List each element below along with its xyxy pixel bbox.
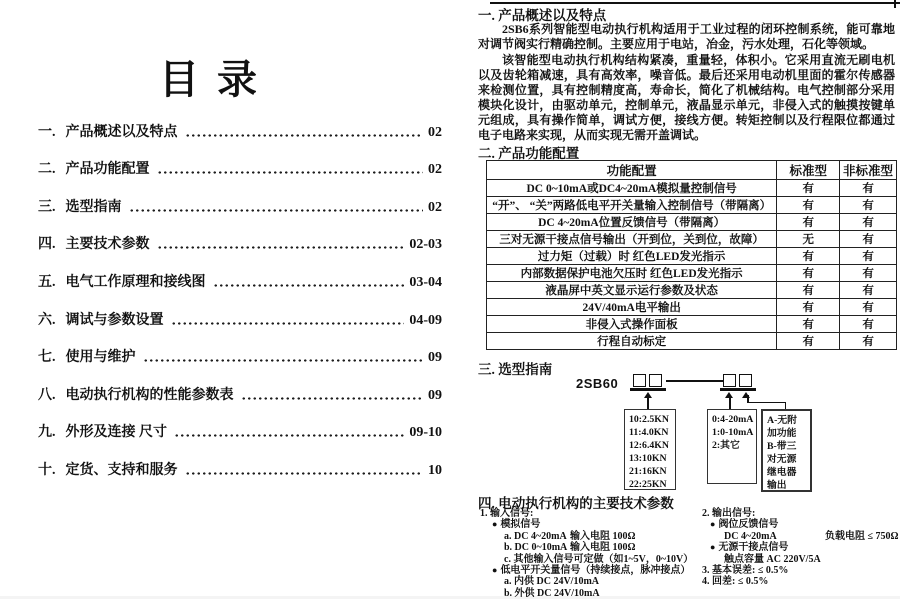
toc-page-number: 02	[428, 124, 442, 140]
toc-item-label: 产品概述以及特点	[65, 124, 178, 140]
toc-item	[38, 252, 442, 290]
toc-item	[38, 177, 442, 215]
connector-line	[729, 395, 731, 409]
table-row	[487, 231, 897, 248]
table-row	[487, 214, 897, 231]
toc-item	[38, 290, 442, 328]
section-heading-features: 二. 产品功能配置	[478, 146, 580, 161]
table-cell: 有	[777, 265, 840, 282]
section-heading-overview: 一. 产品概述以及特点	[478, 8, 607, 23]
table-cell: 有	[777, 299, 840, 316]
option-line: 21:16KN	[629, 466, 667, 477]
toc-page-number: 02-03	[409, 237, 442, 253]
table-row	[487, 248, 897, 265]
connector-line	[647, 395, 649, 409]
table-header-cell: 标准型	[777, 161, 840, 180]
table-cell: 有	[840, 282, 897, 299]
option-line: 11:4.0KN	[629, 427, 669, 438]
toc-item-number: 十.	[38, 462, 56, 478]
overview-paragraph-1: 2SB6系列智能型电动执行机构适用于工业过程的闭环控制系统，能可靠地对调节阀实行精确控制。主要应用于电站，冶金，污水处理，石化等领域。	[478, 22, 895, 51]
spec-line: DC 4~20mA 负载电阻 ≤ 750Ω	[724, 530, 899, 542]
table-cell: 液晶屏中英文显示运行参数及状态	[487, 282, 777, 299]
spec-line: c. 其他输入信号可定做（如1~5V，0~10V）	[504, 553, 694, 565]
dot-leader	[157, 245, 405, 250]
option-line: 对无源	[767, 454, 797, 465]
model-selection-diagram	[470, 372, 900, 492]
code-digit-box	[633, 374, 646, 387]
toc-item-label: 产品功能配置	[65, 162, 150, 178]
pointer-triangle-icon	[742, 392, 750, 398]
table-cell: 有	[840, 214, 897, 231]
spec-line: a. DC 4~20mA 输入电阻 100Ω	[504, 530, 636, 542]
toc-list	[38, 102, 442, 478]
table-header-cell: 功能配置	[487, 161, 777, 180]
table-cell: 有	[840, 180, 897, 197]
spec-line: b. 外供 DC 24V/10mA	[504, 587, 600, 599]
table-cell: 有	[840, 248, 897, 265]
option-line: 加功能	[767, 428, 797, 439]
option-line: 输出	[767, 480, 787, 491]
spec-line: b. DC 0~10mA 输入电阻 100Ω	[504, 542, 636, 554]
table-cell: 24V/40mA电平输出	[487, 299, 777, 316]
toc-item-number: 一.	[38, 124, 56, 140]
toc-page-number: 09	[428, 350, 442, 366]
content-page	[470, 0, 900, 599]
option-line: B-带三	[767, 441, 797, 452]
specs-left-column	[480, 508, 700, 599]
toc-item-number: 三.	[38, 199, 56, 215]
code-digit-box	[723, 374, 736, 387]
connector-line	[747, 402, 786, 404]
table-cell: 有	[777, 316, 840, 333]
toc-item-label: 电动执行机构的性能参数表	[65, 387, 234, 403]
dot-leader	[185, 471, 424, 476]
toc-page-number: 04-09	[409, 312, 442, 328]
table-cell: 有	[840, 265, 897, 282]
toc-page-number: 02	[428, 199, 442, 215]
toc-item	[38, 215, 442, 253]
toc-page-number: 10	[428, 462, 442, 478]
toc-item-label: 主要技术参数	[65, 237, 150, 253]
toc-item	[38, 328, 442, 366]
table-cell: 行程自动标定	[487, 333, 777, 350]
toc-page-number: 09	[428, 387, 442, 403]
bullet-icon: ●	[492, 519, 498, 530]
option-line: 22:25KN	[629, 479, 667, 490]
table-cell: 有	[777, 214, 840, 231]
diagram-bar	[630, 388, 666, 391]
toc-page-number: 02	[428, 162, 442, 178]
toc-item-number: 八.	[38, 387, 56, 403]
option-line: 0:4-20mA	[712, 414, 754, 425]
toc-item-number: 七.	[38, 350, 56, 366]
table-row	[487, 197, 897, 214]
toc-item-number: 四.	[38, 237, 56, 253]
table-header-row	[487, 161, 897, 180]
toc-item-label: 使用与维护	[65, 350, 136, 366]
toc-item-number: 五.	[38, 274, 56, 290]
table-row	[487, 299, 897, 316]
spec-line: 3. 基本误差: ≤ 0.5%	[702, 565, 789, 577]
selector-box-signal	[707, 409, 757, 484]
table-cell: “开”、 “关”两路低电平开关量输入控制信号（带隔离）	[487, 197, 777, 214]
bullet-icon: ●	[710, 542, 716, 553]
table-cell: 有	[777, 248, 840, 265]
table-cell: 三对无源干接点信号输出（开到位，关到位，故障）	[487, 231, 777, 248]
toc-item-label: 外形及连接 尺寸	[65, 425, 167, 441]
toc-item	[38, 140, 442, 178]
spec-line: ● 低电平开关量信号（持续接点，脉冲接点）	[492, 565, 691, 577]
toc-item-label: 调试与参数设置	[65, 312, 164, 328]
spec-line: ● 无源干接点信号	[710, 542, 789, 554]
toc-item-label: 电气工作原理和接线图	[65, 274, 206, 290]
dot-leader	[171, 321, 405, 326]
dot-leader	[143, 358, 424, 363]
option-line: 1:0-10mA	[712, 427, 754, 438]
dot-leader	[157, 170, 424, 175]
section-heading-specs: 四. 电动执行机构的主要技术参数	[478, 496, 674, 511]
table-cell: 非侵入式操作面板	[487, 316, 777, 333]
option-line: 继电器	[767, 467, 797, 478]
specs-right-column	[702, 508, 900, 588]
toc-item	[38, 102, 442, 140]
toc-page-number: 09-10	[409, 425, 442, 441]
toc-item	[38, 365, 442, 403]
spec-line: ● 模拟信号	[492, 519, 541, 531]
selector-box-thrust	[624, 409, 676, 490]
toc-item-number: 二.	[38, 162, 56, 178]
table-row	[487, 265, 897, 282]
table-cell: DC 0~10mA或DC4~20mA模拟量控制信号	[487, 180, 777, 197]
features-table	[486, 160, 897, 350]
toc-item-number: 九.	[38, 425, 56, 441]
overview-paragraph-2: 该智能型电动执行机构结构紧凑，重量轻，体积小。它采用直流无刷电机以及齿轮箱减速，具有高效率，噪音低。最后还采用电动机里面的霍尔传感器来检测位置，具有控制精度高，寿命长，简化了机械结构。电气控制部分采用模块化设计，由驱动单元，控制单元，液晶显示单元，非侵入式的触摸按键单元组成，具有操作简单，调试方便，接线方便。转矩控制以及行程限位都通过电子电路来实现，从而实现无需开盖调试。	[478, 53, 895, 142]
table-row	[487, 180, 897, 197]
option-line: 13:10KN	[629, 453, 667, 464]
table-cell: 过力矩（过载）时 红色LED发光指示	[487, 248, 777, 265]
table-cell: 有	[840, 316, 897, 333]
table-cell: 有	[840, 231, 897, 248]
dot-leader	[174, 433, 404, 438]
section-heading-selection: 三. 选型指南	[478, 362, 553, 377]
spec-line: 4. 回差: ≤ 0.5%	[702, 576, 769, 588]
table-cell: 内部数据保护电池欠压时 红色LED发光指示	[487, 265, 777, 282]
option-line: 10:2.5KN	[629, 414, 670, 425]
diagram-bar	[720, 388, 756, 391]
spec-line: 1. 输入信号:	[480, 508, 534, 519]
table-header-cell: 非标准型	[840, 161, 897, 180]
table-row	[487, 316, 897, 333]
spec-line: 触点容量 AC 220V/5A	[724, 553, 821, 565]
table-cell: 有	[777, 197, 840, 214]
table-cell: DC 4~20mA位置反馈信号（带隔离）	[487, 214, 777, 231]
table-row	[487, 333, 897, 350]
connector-line	[785, 402, 787, 410]
option-line: A-无附	[767, 415, 797, 426]
table-cell: 有	[777, 333, 840, 350]
code-digit-box	[649, 374, 662, 387]
toc-item-label: 定货、支持和服务	[65, 462, 178, 478]
option-line: 2:其它	[712, 440, 740, 451]
toc-item	[38, 440, 442, 478]
table-cell: 有	[777, 282, 840, 299]
selector-box-option	[761, 409, 812, 492]
dot-leader	[213, 283, 405, 288]
table-cell: 有	[840, 197, 897, 214]
table-cell: 有	[840, 333, 897, 350]
toc-page-number: 03-04	[409, 274, 442, 290]
spec-line: a. 内供 DC 24V/10mA	[504, 576, 599, 588]
connector-line	[666, 380, 723, 382]
table-cell: 有	[840, 299, 897, 316]
table-cell: 有	[777, 180, 840, 197]
dot-leader	[241, 396, 424, 401]
toc-item	[38, 403, 442, 441]
spec-line: 2. 输出信号:	[702, 508, 756, 519]
code-digit-box	[739, 374, 752, 387]
toc-item-number: 六.	[38, 312, 56, 328]
dot-leader	[129, 208, 424, 213]
option-line: 12:6.4KN	[629, 440, 670, 451]
table-row	[487, 282, 897, 299]
bullet-icon: ●	[492, 565, 498, 576]
bullet-icon: ●	[710, 519, 716, 530]
spec-line: ● 阀位反馈信号	[710, 519, 779, 531]
toc-title: 目录	[159, 57, 275, 102]
dot-leader	[185, 133, 424, 138]
scan-artifact	[894, 0, 896, 8]
toc-item-label: 选型指南	[65, 199, 122, 215]
model-code: 2SB60	[576, 376, 619, 391]
table-cell: 无	[777, 231, 840, 248]
